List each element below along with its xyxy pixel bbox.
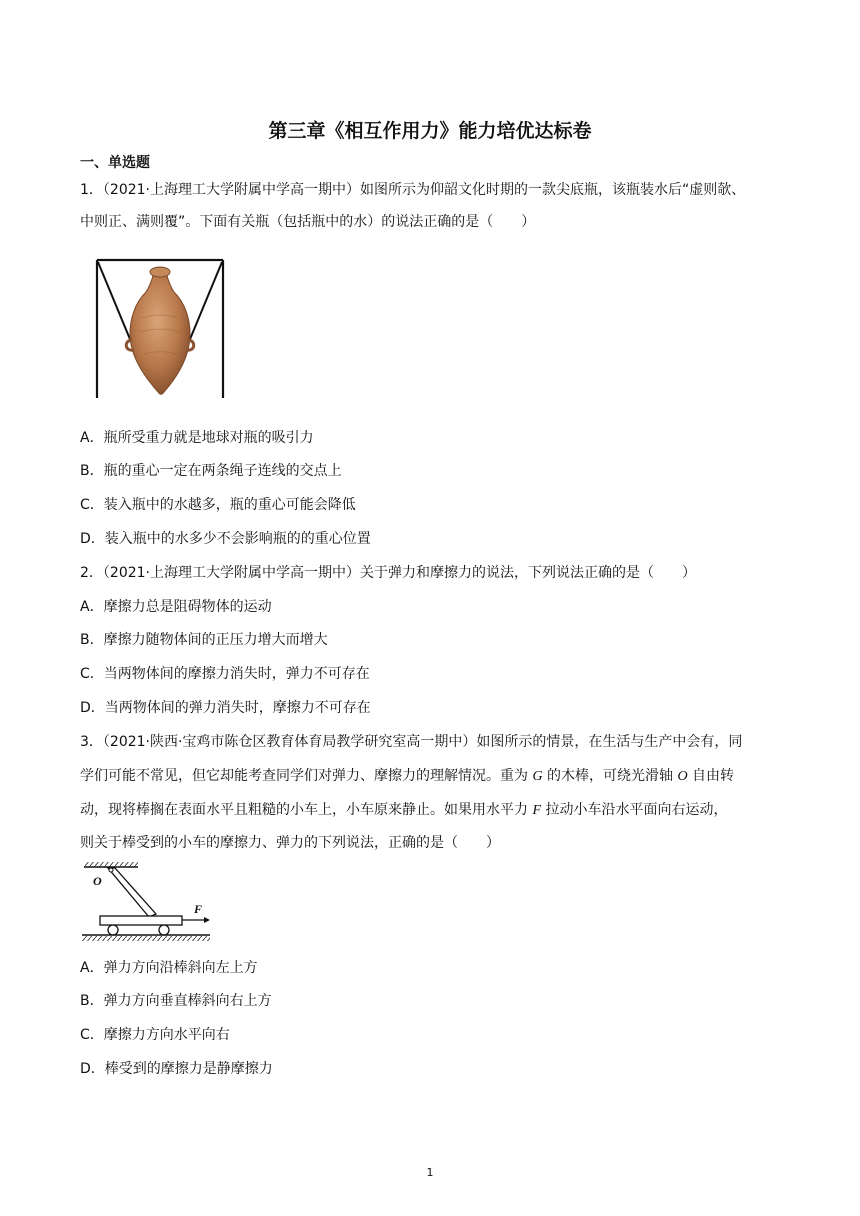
rope-left — [98, 262, 132, 344]
var-o: O — [677, 769, 688, 784]
q1-option-b: B．瓶的重心一定在两条绳子连线的交点上 — [80, 463, 342, 479]
var-g: G — [532, 769, 543, 784]
q3-stem-line-3: 动，现将棒搁在表面水平且粗糙的小车上，小车原来静止。如果用水平力 F 拉动小车沿水平面向右运动， — [80, 802, 728, 818]
q1-option-c: C．装入瓶中的水越多，瓶的重心可能会降低 — [80, 497, 356, 513]
q2-option-c: C．当两物体间的摩擦力消失时，弹力不可存在 — [80, 666, 370, 682]
bottle-body — [130, 272, 190, 394]
q3-option-d: D．棒受到的摩擦力是静摩擦力 — [80, 1061, 273, 1077]
q1-option-a: A．瓶所受重力就是地球对瓶的吸引力 — [80, 430, 314, 446]
cart-wheel-right — [159, 925, 169, 935]
pivot-label: O — [93, 874, 102, 888]
section-heading: 一、单选题 — [80, 155, 150, 171]
q2-option-b: B．摩擦力随物体间的正压力增大而增大 — [80, 632, 328, 648]
page-title: 第三章《相互作用力》能力培优达标卷 — [268, 120, 592, 142]
rope-right — [188, 262, 222, 344]
q2-option-a: A．摩擦力总是阻碍物体的运动 — [80, 599, 272, 615]
q3-option-b: B．弹力方向垂直棒斜向右上方 — [80, 993, 272, 1009]
cart-wheel-left — [108, 925, 118, 935]
cart-body — [100, 916, 182, 925]
force-label: F — [194, 902, 203, 916]
pivot-point — [109, 868, 113, 872]
q1-stem-line-1: 1．（2021·上海理工大学附属中学高一期中）如图所示为仰韶文化时期的一款尖底瓶，该瓶装水后“虚则欹、 — [80, 182, 746, 198]
q3-stem-line-2: 学们可能不常见，但它却能考查同学们对弹力、摩擦力的理解情况。重为 G 的木棒，可绕光滑轴 O 自由转 — [80, 768, 735, 784]
q3-stem-line-1: 3．（2021·陕西·宝鸡市陈仓区教育体育局教学研究室高一期中）如图所示的情景，在生活与生产中会有，同 — [80, 734, 743, 750]
q2-option-d: D．当两物体间的弹力消失时，摩擦力不可存在 — [80, 700, 371, 716]
q1-option-d: D．装入瓶中的水多少不会影响瓶的的重心位置 — [80, 531, 371, 547]
bottle-mouth — [150, 267, 170, 277]
rod — [108, 868, 156, 917]
bottle-figure — [94, 258, 226, 400]
page-number: 1 — [426, 1166, 434, 1179]
q3-option-c: C．摩擦力方向水平向右 — [80, 1027, 230, 1043]
q3-option-a: A．弹力方向沿棒斜向左上方 — [80, 960, 258, 976]
q1-stem-line-2: 中则正、满则覆”。下面有关瓶（包括瓶中的水）的说法正确的是（ ） — [80, 214, 536, 230]
var-f: F — [532, 803, 542, 818]
q2-stem: 2．（2021·上海理工大学附属中学高一期中）关于弹力和摩擦力的说法，下列说法正确的是（ ） — [80, 565, 696, 581]
q3-stem-line-4: 则关于棒受到的小车的摩擦力、弹力的下列说法，正确的是（ ） — [80, 835, 500, 851]
cart-rod-figure — [80, 860, 212, 946]
